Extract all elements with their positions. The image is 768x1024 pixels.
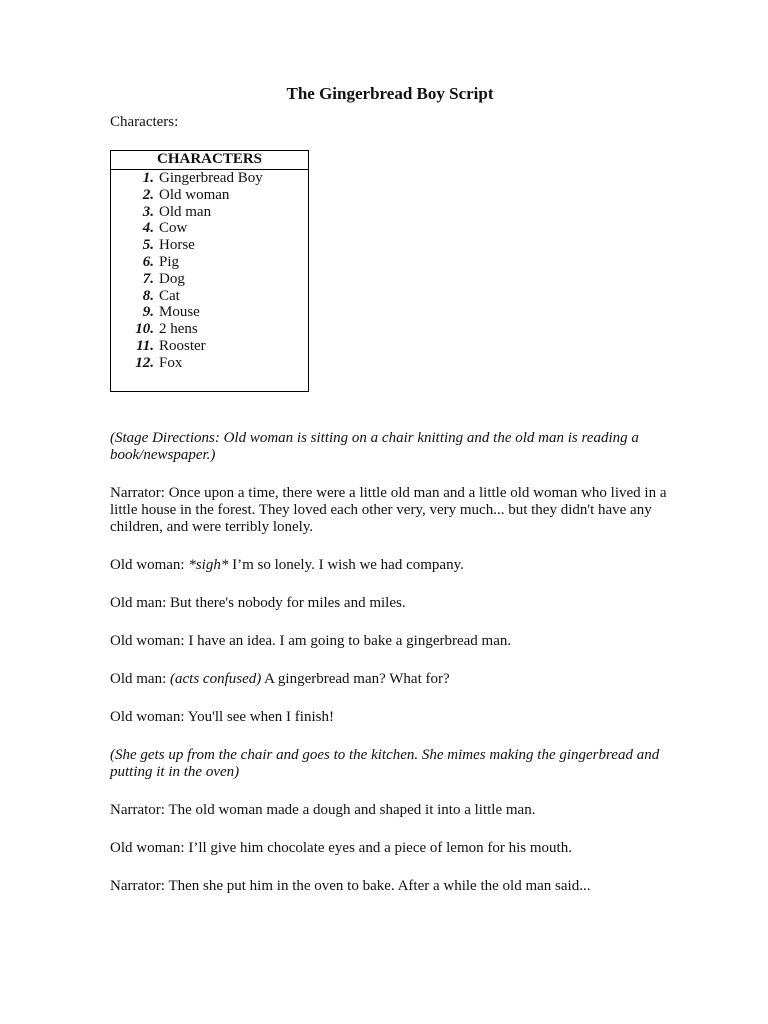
dialogue-line [110, 840, 670, 857]
speaker-name: Narrator: [110, 485, 165, 501]
character-name: Mouse [159, 304, 200, 321]
character-number: 12. [135, 354, 154, 371]
speaker-name: Old woman: [110, 840, 185, 856]
dialogue-text: The old woman made a dough and shaped it into a little man. [168, 802, 536, 818]
character-item [111, 288, 308, 305]
character-number: 4. [142, 220, 154, 237]
character-item [111, 338, 308, 355]
dialogue-line [110, 878, 670, 895]
character-number: 2. [142, 186, 154, 203]
inline-direction: *sigh* [188, 557, 229, 573]
dialogue-line [110, 595, 670, 612]
characters-label: Characters: [110, 114, 179, 130]
dialogue-text: Then she put him in the oven to bake. After a while the old man said... [168, 878, 591, 894]
dialogue-line [110, 671, 670, 688]
dialogue-text: I have an idea. I am going to bake a gingerbread man. [188, 633, 512, 649]
character-item [111, 321, 308, 338]
character-name: Pig [159, 253, 180, 270]
document-page [110, 84, 670, 916]
character-number: 8. [142, 287, 154, 304]
dialogue-text: Once upon a time, there were a little old man and a little old woman who lived in a little house in the forest. They loved each other very, very much... but they didn't have any children, and were terribly lonely. [110, 485, 667, 535]
character-item [111, 304, 308, 321]
stage-direction: (She gets up from the chair and goes to the kitchen. She mimes making the gingerbread and putting it in the oven) [110, 747, 660, 780]
dialogue-text: I’m so lonely. I wish we had company. [232, 557, 464, 573]
speaker-name: Old woman: [110, 709, 185, 725]
character-name: Old man [159, 203, 212, 220]
characters-table-header: CHARACTERS [111, 151, 308, 170]
speaker-name: Old woman: [110, 633, 185, 649]
character-item [111, 237, 308, 254]
character-number: 5. [142, 237, 154, 254]
character-number: 7. [142, 270, 154, 287]
character-number: 10. [135, 321, 154, 338]
character-item [111, 170, 308, 187]
character-number: 9. [142, 304, 154, 321]
character-item [111, 355, 308, 372]
dialogue-line [110, 557, 670, 574]
character-number: 1. [142, 170, 154, 186]
dialogue-line [110, 709, 670, 726]
speaker-name: Narrator: [110, 878, 165, 894]
speaker-name: Old man: [110, 595, 167, 611]
dialogue-text: You'll see when I finish! [187, 709, 334, 725]
dialogue-text: But there's nobody for miles and miles. [170, 595, 406, 611]
character-item [111, 187, 308, 204]
dialogue-text: A gingerbread man? What for? [264, 671, 450, 687]
dialogue-line [110, 485, 670, 536]
character-name: Cat [159, 287, 180, 304]
characters-table [110, 150, 309, 392]
character-name: Gingerbread Boy [159, 170, 263, 186]
character-name: Cow [159, 220, 188, 237]
character-name: 2 hens [159, 321, 198, 338]
inline-direction: (acts confused) [170, 671, 262, 687]
character-name: Horse [159, 237, 195, 254]
stage-direction: (Stage Directions: Old woman is sitting on a chair knitting and the old man is reading a book/newspaper.) [110, 430, 639, 463]
character-number: 11. [136, 337, 154, 354]
dialogue-line [110, 802, 670, 819]
character-number: 3. [142, 203, 154, 220]
document-title: The Gingerbread Boy Script [286, 84, 494, 103]
character-item [111, 254, 308, 271]
speaker-name: Narrator: [110, 802, 165, 818]
character-number: 6. [142, 253, 154, 270]
character-name: Old woman [159, 186, 230, 203]
dialogue-text: I’ll give him chocolate eyes and a piece of lemon for his mouth. [188, 840, 572, 856]
character-item [111, 220, 308, 237]
character-item [111, 271, 308, 288]
character-item [111, 204, 308, 221]
speaker-name: Old man: [110, 671, 167, 687]
speaker-name: Old woman: [110, 557, 185, 573]
character-name: Dog [159, 270, 185, 287]
dialogue-line [110, 633, 670, 650]
character-name: Rooster [159, 337, 206, 354]
characters-list [111, 170, 308, 372]
script-body [110, 430, 670, 895]
character-name: Fox [159, 354, 183, 371]
